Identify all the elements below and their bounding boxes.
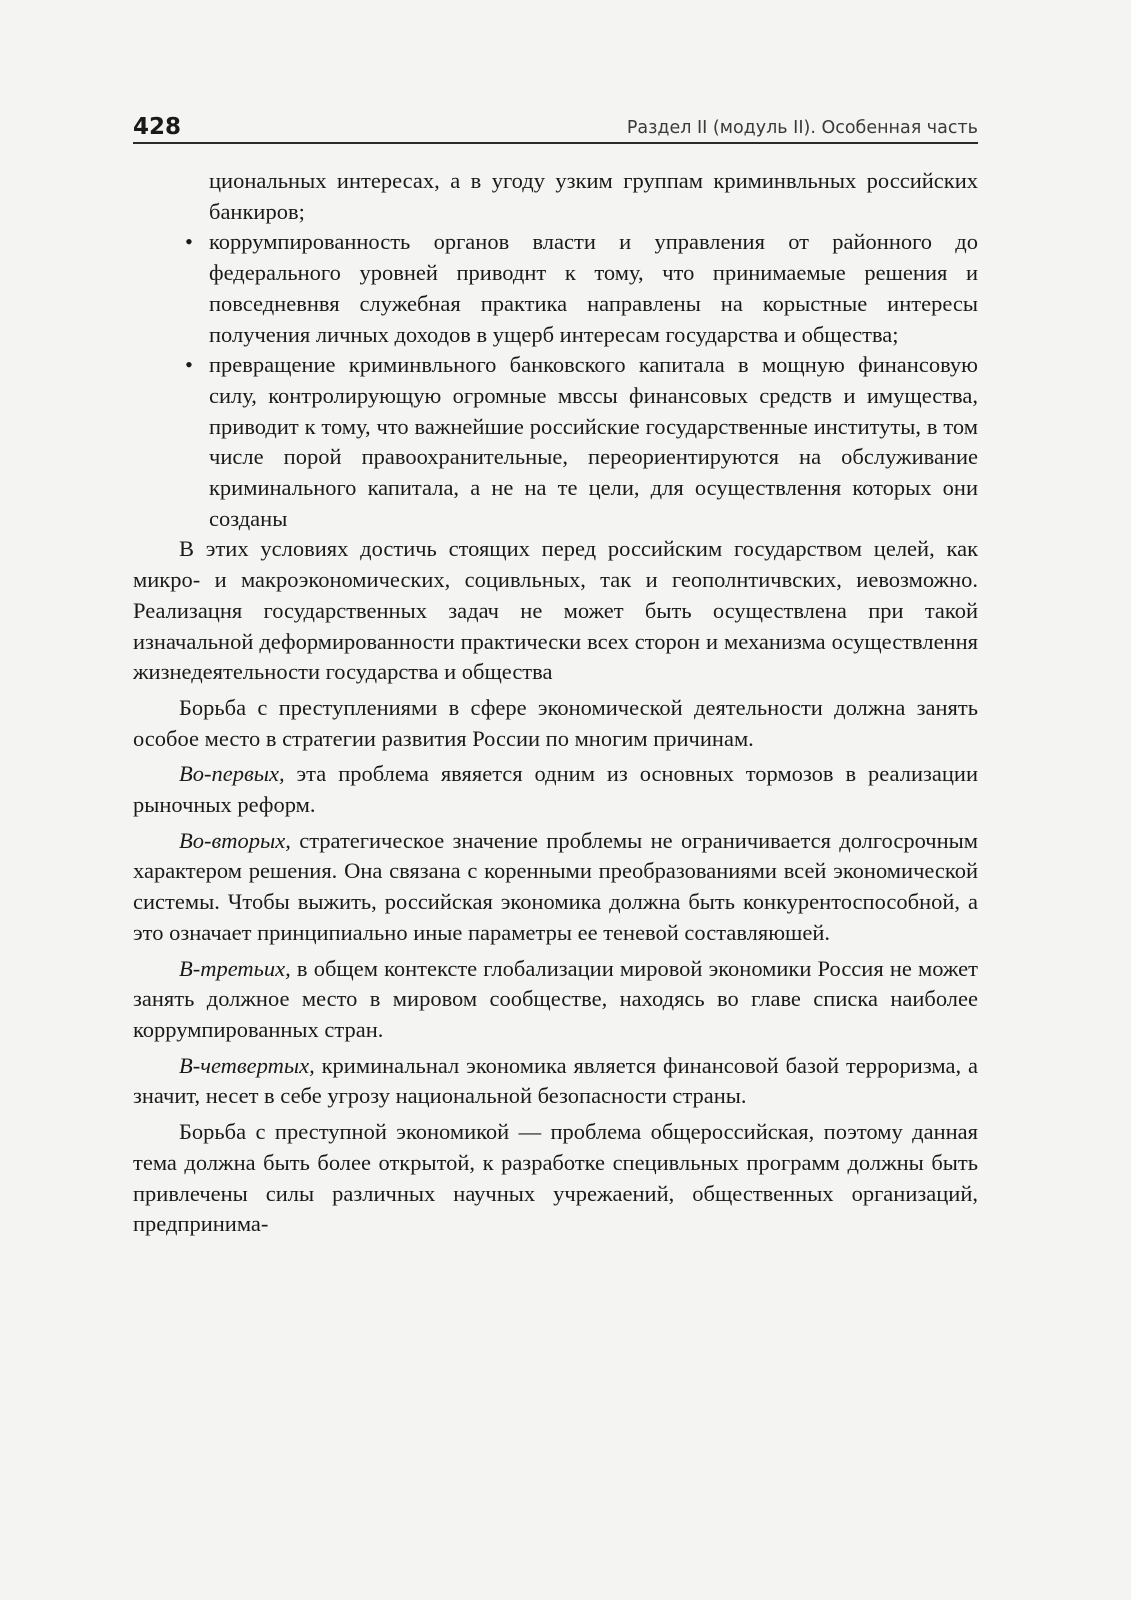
paragraph-lead: Во-первых,	[179, 761, 285, 787]
paragraph	[133, 1117, 978, 1240]
running-head: Раздел II (модуль II). Особенная часть	[626, 118, 978, 138]
paragraph	[133, 1051, 978, 1112]
page-header	[133, 108, 978, 144]
paragraph-lead: Во-вторых,	[179, 827, 291, 853]
paragraph-text: В этих условиях достичь стоящих перед российским государством целей, как микро- и макроэкономических, социвльных, так и геополнтичвских, иевозможно. Реализацня государственных задач не может быть осуществлена при такой изначальной деформированности практически всех сторон и механизма осуществлення жизнедеятельности государства и общества	[133, 536, 978, 685]
book-page	[133, 108, 978, 1240]
list-item-text: превращение криминвльного банковского капитала в мощную финансовую силу, контролирующую огромные мвссы финансовых средств и имущества, приводит к тому, что важнейшие российские государственные институты, в том числе порой правоохранительные, переориентируются на обслуживание криминального капитала, а не на те цели, для осуществлення которых они созданы	[209, 352, 978, 531]
paragraph	[133, 759, 978, 820]
paragraph	[133, 534, 978, 688]
list-item	[185, 350, 978, 534]
paragraph-text: криминальнал экономика является финансовой базой терроризма, а значит, несет в себе угрозу национальной безопасности страны.	[133, 1052, 978, 1109]
paragraph-text: эта проблема явяяется одним из основных тормозов в реализации рыночных реформ.	[133, 761, 978, 818]
list-item	[185, 227, 978, 350]
list-item-text: коррумпированность органов власти и управления от районного до федерального уровней приводнт к тому, что принимаемые решения и повседневнвя служебная практика направлены на корыстные интересы получения личных доходов в ущерб интересам государства и общества;	[209, 229, 978, 347]
paragraph-text: Борьба с преступлениями в сфере экономической деятельности должна занять особое место в стратегии развития России по многим причинам.	[133, 694, 978, 751]
paragraph-lead: В-третьих,	[179, 955, 291, 981]
list-continuation: циональных интересах, а в угоду узким группам криминвльных российских банкиров;	[209, 168, 978, 224]
bullet-icon: •	[185, 352, 193, 378]
paragraph	[133, 693, 978, 754]
paragraph-text: Борьба с преступной экономикой — проблема общероссийская, поэтому данная тема должна быть более открытой, к разработке специвльных программ должны быть привлечены силы различных научных учрежаений, общественных организаций, предпринима-	[133, 1119, 978, 1237]
paragraph-text: в общем контексте глобализации мировой экономики Россия не может занять должное место в мировом сообществе, находясь во главе списка наиболее коррумпированных стран.	[133, 955, 978, 1042]
page-body	[133, 144, 978, 1240]
bullet-icon: •	[185, 229, 193, 255]
paragraph	[133, 954, 978, 1046]
paragraph-text: стратегическое значение проблемы не ограничивается долгосрочным характером решения. Она связана с коренными преобразованиями всей экономической системы. Чтобы выжить, российская экономика должна быть конкурентоспособной, а это означает принципиально иные параметры ее теневой составляюшей.	[133, 827, 978, 945]
page-number: 428	[133, 114, 182, 140]
paragraph	[133, 826, 978, 949]
paragraph-lead: В-четвертых,	[179, 1052, 315, 1078]
